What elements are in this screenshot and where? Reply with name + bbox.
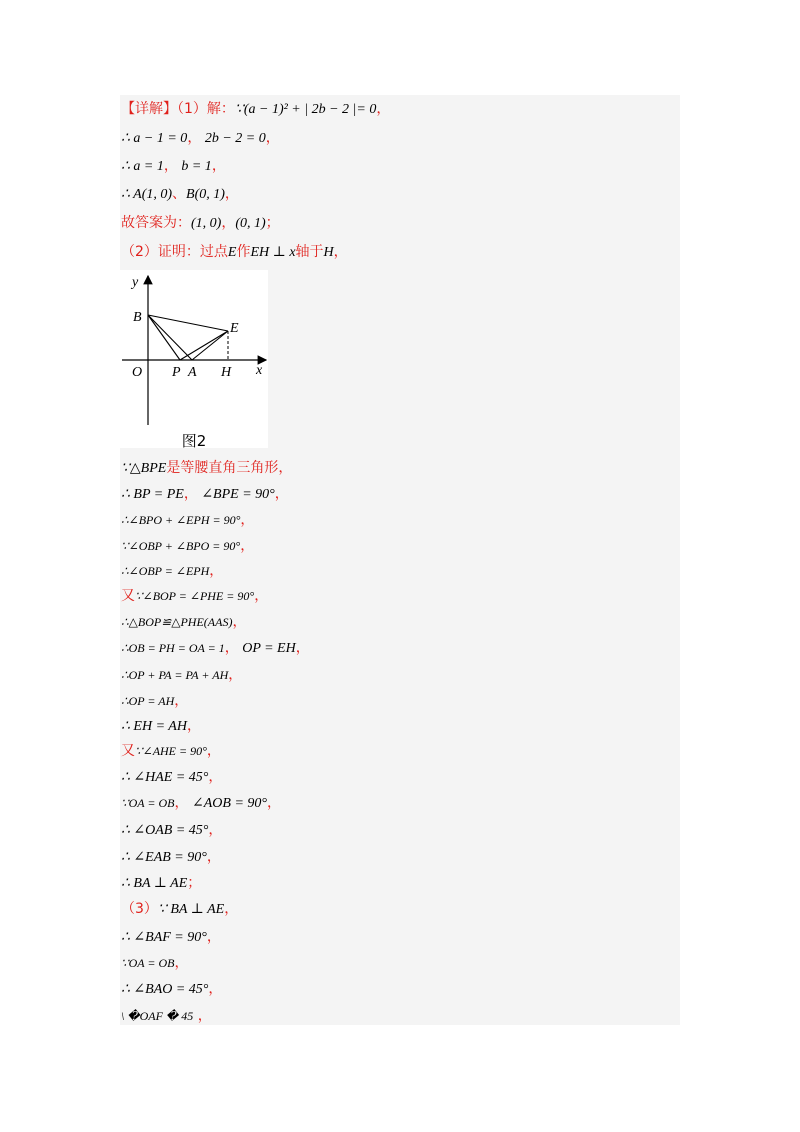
text-fragment: ， xyxy=(221,215,236,231)
solution-line xyxy=(121,129,280,148)
math-expression: ∵OA = OB xyxy=(121,956,175,970)
solution-line xyxy=(121,157,226,176)
solution-line xyxy=(121,587,268,606)
text-fragment: 又 xyxy=(121,588,135,604)
text-fragment: ； xyxy=(187,875,202,891)
solution-line xyxy=(121,768,222,787)
text-fragment: 、 xyxy=(172,186,187,202)
text-fragment: ， xyxy=(187,130,202,146)
text-fragment: ， xyxy=(163,158,178,174)
text-fragment: ； xyxy=(265,215,280,231)
solution-line xyxy=(121,928,221,947)
label-x: x xyxy=(256,363,263,378)
math-expression: ∵ BA ⊥ AE xyxy=(157,902,225,917)
math-expression: ∠AOB = 90° xyxy=(188,796,268,811)
math-expression: \ �OAF � 45 xyxy=(121,1009,194,1023)
figure-caption: 图2 xyxy=(181,432,207,450)
math-expression: E xyxy=(227,245,237,260)
text-fragment: （2）证明：过点 xyxy=(121,244,228,260)
solution-line xyxy=(121,954,189,973)
solution-line xyxy=(121,742,221,761)
segment-BP xyxy=(148,315,180,360)
math-expression: ∴OP = AH xyxy=(121,694,175,708)
text-fragment: ， xyxy=(224,186,239,202)
text-fragment: ， xyxy=(206,929,221,945)
math-expression: ∴ ∠HAE = 45° xyxy=(121,770,209,785)
math-expression: ∵OA = OB xyxy=(121,796,175,810)
math-expression: ∴ a − 1 = 0 xyxy=(121,131,188,146)
segment-PE xyxy=(180,331,228,360)
text-fragment: 轴于 xyxy=(295,244,324,260)
text-fragment: ， xyxy=(228,667,243,683)
math-expression: (1, 0) xyxy=(191,216,222,231)
text-fragment: ， xyxy=(211,158,226,174)
math-expression: b = 1 xyxy=(177,159,212,174)
text-fragment: ， xyxy=(186,718,201,734)
text-fragment: 【详解】（1）解： xyxy=(121,101,235,117)
solution-line xyxy=(121,1007,212,1026)
text-fragment: ， xyxy=(208,822,223,838)
solution-line xyxy=(121,848,221,867)
math-expression: ∴ BA ⊥ AE xyxy=(121,876,188,891)
text-fragment: ， xyxy=(208,981,223,997)
math-expression: ∵∠AHE = 90° xyxy=(135,744,207,758)
solution-line xyxy=(121,692,188,711)
text-fragment: ， xyxy=(206,743,221,759)
solution-line xyxy=(121,459,292,478)
math-expression: ∴ BP = PE xyxy=(121,487,184,502)
math-expression: ∴ EH = AH xyxy=(121,719,187,734)
text-fragment: ， xyxy=(274,486,289,502)
solution-line xyxy=(121,717,201,736)
label-H: H xyxy=(221,365,232,380)
math-expression: ∠BPE = 90° xyxy=(197,487,275,502)
math-expression: B(0, 1) xyxy=(186,187,225,202)
math-expression: EH ⊥ x xyxy=(250,245,296,260)
solution-line xyxy=(121,666,242,685)
figure-2 xyxy=(120,270,268,448)
math-expression: ∴△BOP≌△PHE(AAS) xyxy=(121,615,233,629)
math-expression: ∴ ∠OAB = 45° xyxy=(121,823,209,838)
math-expression: ∴OB = PH = OA = 1 xyxy=(121,641,225,655)
solution-line xyxy=(121,821,222,840)
coordinate-diagram xyxy=(120,270,268,430)
text-fragment: ， xyxy=(193,1008,212,1024)
text-fragment: ， xyxy=(232,614,247,630)
label-B: B xyxy=(133,310,142,325)
segment-AE xyxy=(192,331,228,360)
text-fragment: ， xyxy=(174,955,189,971)
text-fragment: ， xyxy=(254,588,269,604)
solution-line xyxy=(121,537,254,556)
solution-line xyxy=(121,485,289,504)
math-expression: ∴OP + PA = PA + AH xyxy=(121,668,229,682)
text-fragment: ， xyxy=(240,512,255,528)
text-fragment: ， xyxy=(209,563,224,579)
text-fragment: ， xyxy=(206,849,221,865)
math-expression: H xyxy=(323,245,334,260)
solution-line xyxy=(121,874,201,893)
solution-line xyxy=(121,562,223,581)
label-P: P xyxy=(172,365,181,380)
label-E: E xyxy=(230,321,239,336)
text-fragment: ， xyxy=(224,640,239,656)
text-fragment: ， xyxy=(224,901,239,917)
label-A: A xyxy=(188,365,197,380)
solution-line xyxy=(121,613,246,632)
solution-line xyxy=(121,511,254,530)
text-fragment: ， xyxy=(267,795,282,811)
text-fragment: 作 xyxy=(236,244,251,260)
solution-sheet xyxy=(120,95,680,1025)
math-expression: 2b − 2 = 0 xyxy=(201,131,266,146)
math-expression: ∴ ∠BAF = 90° xyxy=(121,930,207,945)
text-fragment: ， xyxy=(295,640,310,656)
math-expression: (0, 1) xyxy=(235,216,266,231)
math-expression: ∵△BPE xyxy=(121,461,167,476)
math-expression: ∴ a = 1 xyxy=(121,159,164,174)
text-fragment: ， xyxy=(333,244,348,260)
text-fragment: ， xyxy=(174,795,189,811)
text-fragment: 故答案为： xyxy=(121,215,191,231)
math-expression: OP = EH xyxy=(238,641,296,656)
math-expression: ∴∠OBP = ∠EPH xyxy=(121,564,210,578)
solution-line xyxy=(121,185,239,204)
math-expression: ∵∠BOP = ∠PHE = 90° xyxy=(135,589,255,603)
text-fragment: （3） xyxy=(121,901,158,917)
text-fragment: ， xyxy=(174,693,189,709)
solution-line xyxy=(121,243,348,262)
label-y: y xyxy=(132,275,139,290)
segment-BE xyxy=(148,315,228,331)
math-expression: ∴ ∠EAB = 90° xyxy=(121,850,207,865)
solution-line xyxy=(121,639,310,658)
text-fragment: ， xyxy=(183,486,198,502)
text-fragment: ， xyxy=(240,538,255,554)
text-fragment: 是等腰直角三角形， xyxy=(166,460,293,476)
text-fragment: ， xyxy=(265,130,280,146)
text-fragment: ， xyxy=(376,101,391,117)
solution-line xyxy=(121,100,390,119)
text-fragment: 又 xyxy=(121,743,135,759)
math-expression: ∴∠BPO + ∠EPH = 90° xyxy=(121,513,241,527)
solution-line xyxy=(121,794,281,813)
math-expression: ∵(a − 1)² + | 2b − 2 |= 0 xyxy=(234,102,377,117)
math-expression: ∵∠OBP + ∠BPO = 90° xyxy=(121,539,241,553)
math-expression: ∴ ∠BAO = 45° xyxy=(121,982,209,997)
segment-BA xyxy=(148,315,192,360)
solution-line xyxy=(121,214,280,233)
label-O: O xyxy=(132,365,143,380)
text-fragment: ， xyxy=(208,769,223,785)
math-expression: ∴ A(1, 0) xyxy=(121,187,173,202)
solution-line xyxy=(121,900,238,919)
solution-line xyxy=(121,980,222,999)
